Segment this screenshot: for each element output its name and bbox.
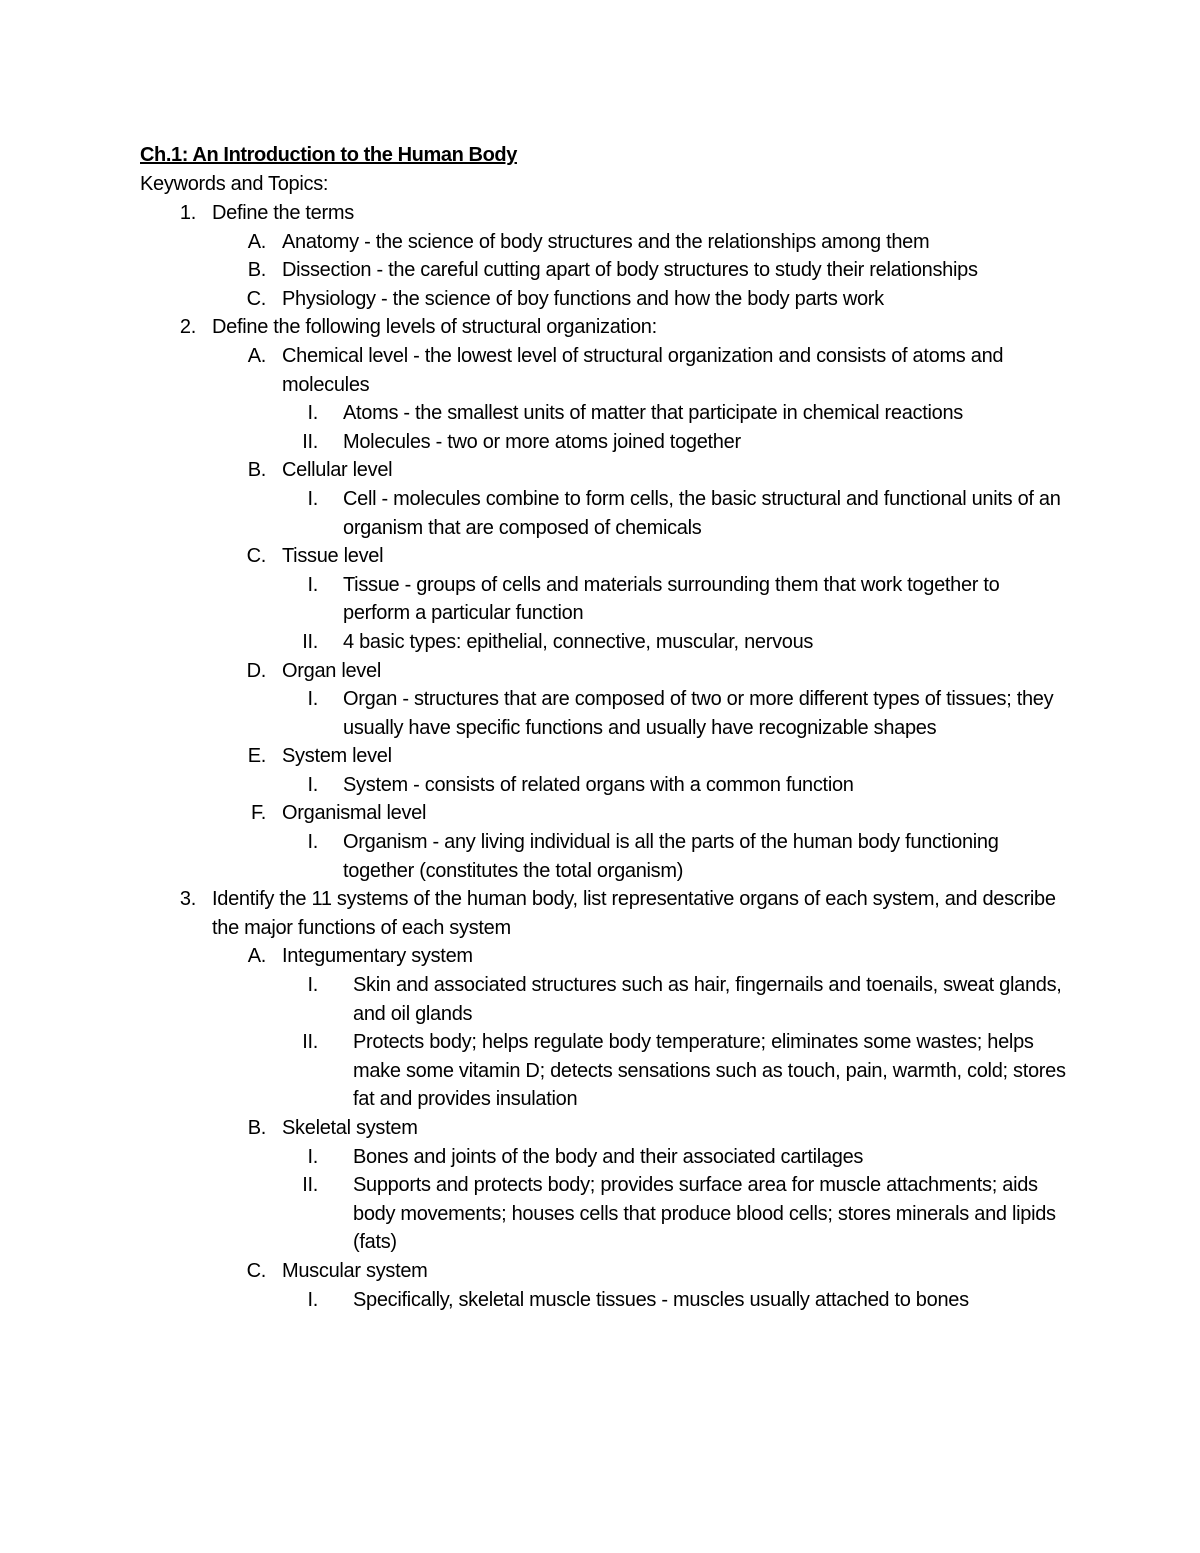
outline-item [140, 1286, 1070, 1315]
outline-marker: I. [307, 773, 318, 796]
outline-item [140, 799, 1070, 828]
document-subtitle: Keywords and Topics: [140, 173, 329, 195]
outline-marker: 3. [179, 888, 196, 911]
outline-marker: C. [246, 545, 266, 568]
outline-marker: I. [307, 688, 318, 711]
outline-item [140, 399, 1070, 428]
outline-text: Chemical level - the lowest level of structural organization and consists of atoms and molecules [282, 344, 1004, 396]
outline-text: Physiology - the science of boy functions and how the body parts work [282, 287, 884, 310]
outline-text: Tissue level [282, 545, 384, 568]
outline-item [140, 1114, 1070, 1143]
outline-marker: I. [307, 402, 318, 425]
outline-marker: B. [247, 259, 266, 282]
outline-text: Cell - molecules combine to form cells, the basic structural and functional units of an organism that are composed of chemicals [343, 487, 1061, 539]
outline-text: Atoms - the smallest units of matter that participate in chemical reactions [343, 402, 963, 425]
outline-item [140, 256, 1070, 285]
outline-marker: II. [302, 1174, 318, 1197]
outline-item [140, 942, 1070, 971]
outline-marker: B. [247, 1117, 266, 1139]
outline-text: Skeletal system [282, 1117, 418, 1139]
outline-item [140, 628, 1070, 657]
outline-text: Supports and protects body; provides surface area for muscle attachments; aids body movements; houses cells that produce blood cells; stores minerals and lipids (fats) [353, 1174, 1056, 1254]
outline-item [140, 571, 1070, 628]
outline-text: Molecules - two or more atoms joined together [343, 430, 741, 453]
outline-text: Protects body; helps regulate body temperature; eliminates some wastes; helps make some vitamin D; detects sensations such as touch, pain, warmth, cold; stores fat and provides insulation [353, 1031, 1066, 1111]
outline-text: Specifically, skeletal muscle tissues - muscles usually attached to bones [353, 1288, 969, 1311]
outline-marker: C. [246, 287, 266, 310]
outline-item [140, 199, 1070, 228]
outline-text: System level [282, 745, 392, 768]
outline-text: 4 basic types: epithelial, connective, muscular, nervous [343, 630, 814, 653]
outline-text: Muscular system [282, 1259, 428, 1282]
outline-item [140, 485, 1070, 542]
outline-item [140, 885, 1070, 942]
outline-item [140, 657, 1070, 686]
outline-marker: A. [247, 945, 266, 968]
outline-text: Organismal level [282, 802, 427, 825]
outline-marker: I. [307, 1288, 318, 1311]
document-title: Ch.1: An Introduction to the Human Body [140, 144, 517, 166]
outline-marker: I. [307, 974, 318, 997]
outline-item [140, 1143, 1070, 1172]
outline-item [140, 228, 1070, 257]
outline-text: Organism - any living individual is all the parts of the human body functioning together (constitutes the total organism) [343, 831, 999, 882]
outline-marker: 1. [179, 202, 196, 224]
outline-marker: E. [247, 745, 266, 768]
outline-marker: B. [247, 459, 266, 482]
outline-marker: II. [302, 1031, 318, 1054]
outline-item [140, 542, 1070, 571]
outline-text: Anatomy - the science of body structures and the relationships among them [282, 230, 930, 253]
outline-marker: I. [307, 487, 318, 510]
outline-item [140, 342, 1070, 399]
outline-marker: C. [246, 1259, 266, 1282]
outline-item [140, 1171, 1070, 1257]
outline-item [140, 456, 1070, 485]
outline-item [140, 1257, 1070, 1286]
outline-marker: A. [247, 344, 266, 367]
outline-text: Tissue - groups of cells and materials surrounding them that work together to perform a particular function [343, 573, 1000, 625]
outline-text: Organ level [282, 659, 381, 682]
outline-marker: 2. [179, 316, 196, 339]
outline-marker: A. [247, 230, 266, 253]
outline-item [140, 685, 1070, 742]
outline-item [140, 771, 1070, 800]
outline-marker: D. [246, 659, 266, 682]
outline-item [140, 742, 1070, 771]
outline-text: System - consists of related organs with a common function [343, 773, 854, 796]
outline-item [140, 428, 1070, 457]
outline-marker: I. [307, 1145, 318, 1168]
outline-item [140, 313, 1070, 342]
outline-text: Organ - structures that are composed of two or more different types of tissues; they usually have specific functions and usually have recognizable shapes [343, 688, 1054, 739]
outline-text: Skin and associated structures such as hair, fingernails and toenails, sweat glands, and oil glands [353, 974, 1062, 1025]
outline-text: Bones and joints of the body and their associated cartilages [353, 1145, 864, 1168]
outline-item [140, 1028, 1070, 1114]
outline-text: Identify the 11 systems of the human body, list representative organs of each system, and describe the major functions of each system [212, 888, 1056, 939]
outline-text: Integumentary system [282, 945, 473, 968]
outline-text: Cellular level [282, 459, 393, 482]
outline-item [140, 828, 1070, 885]
outline-item [140, 971, 1070, 1028]
document-content [140, 141, 1070, 1314]
outline-item [140, 285, 1070, 314]
outline-marker: II. [302, 430, 318, 453]
outline-marker: I. [307, 831, 318, 854]
outline-marker: F. [251, 802, 266, 825]
outline-text: Dissection - the careful cutting apart of body structures to study their relationships [282, 259, 978, 282]
outline-text: Define the following levels of structural organization: [212, 316, 657, 339]
outline-marker: I. [307, 573, 318, 596]
outline-list [140, 199, 1070, 1314]
outline-text: Define the terms [212, 202, 354, 224]
outline-marker: II. [302, 630, 318, 653]
